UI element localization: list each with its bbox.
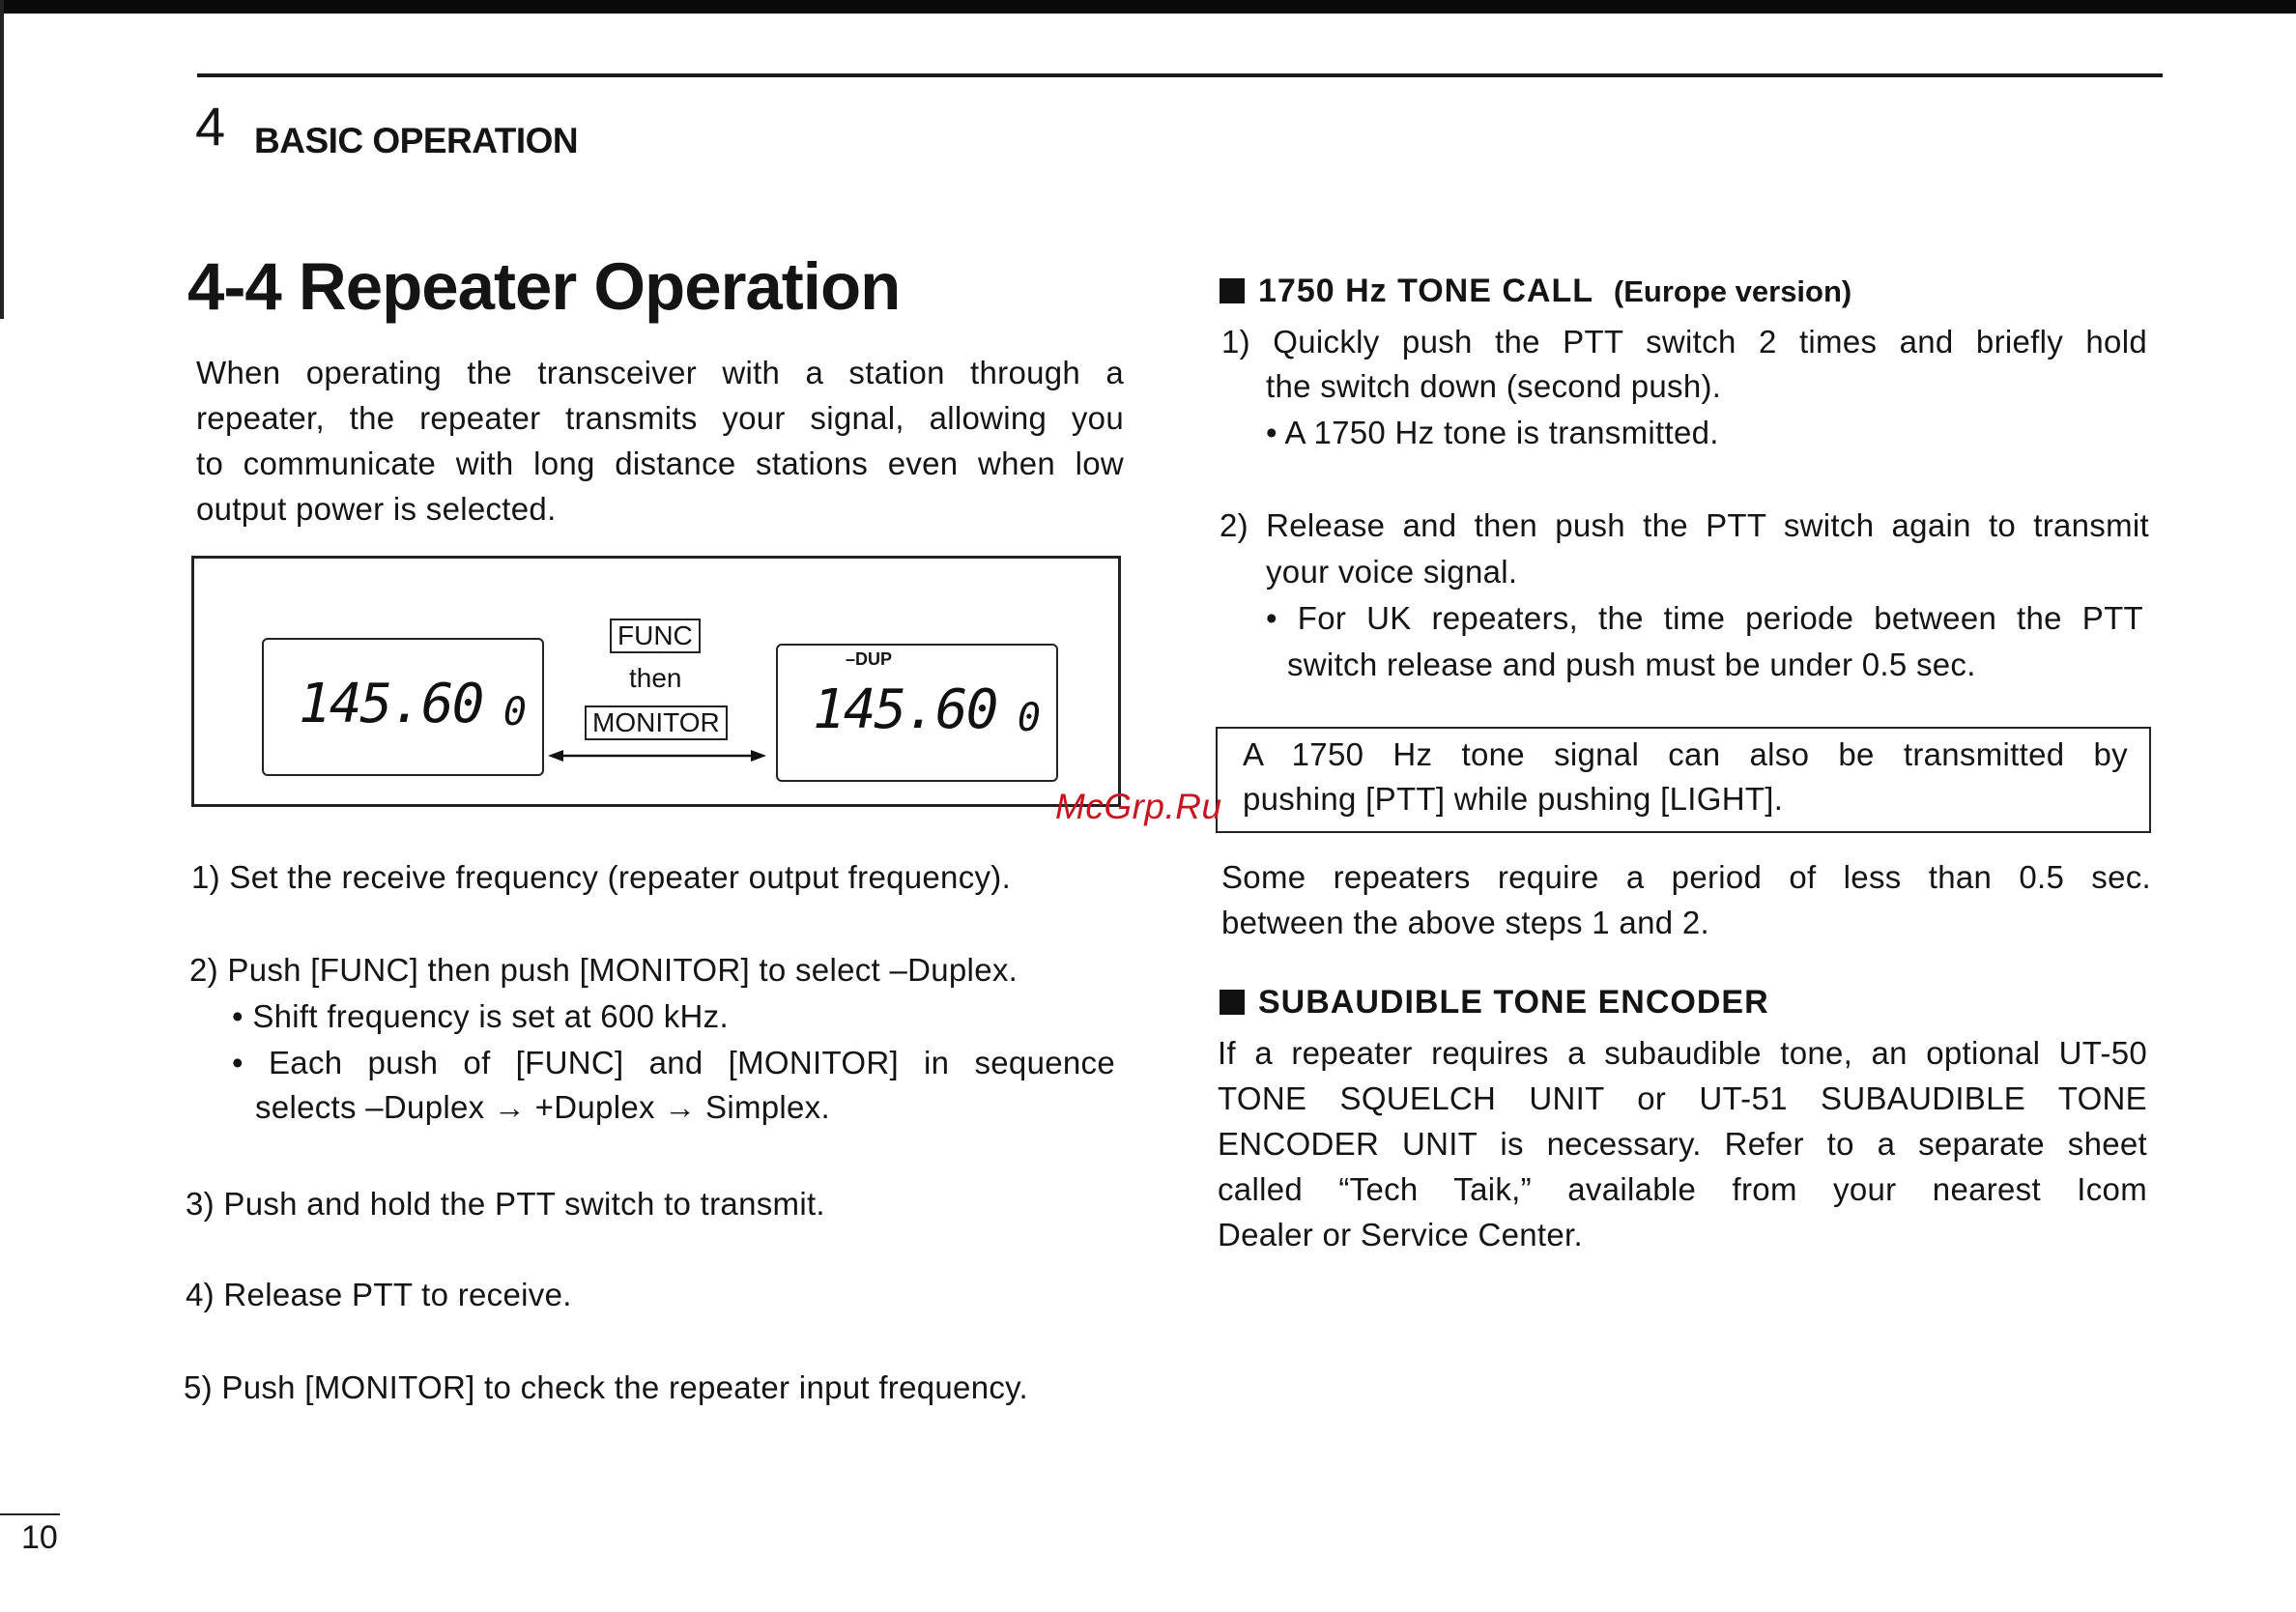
step-2: 2) Push [FUNC] then push [MONITOR] to select –Duplex. [189,952,1019,988]
step-2-bullet-2-cont: selects –Duplex → +Duplex → Simplex. [255,1089,830,1125]
note-line: A 1750 Hz tone signal can also be transmitted by [1243,736,2128,772]
tone-step-1-bullet: • A 1750 Hz tone is transmitted. [1266,415,1719,450]
intro-line: to communicate with long distance stations even when low [196,446,1124,481]
step-5: 5) Push [MONITOR] to check the repeater input frequency. [184,1369,1028,1405]
subaudible-heading [1220,984,1769,1022]
top-border [0,0,2296,14]
intro-line: repeater, the repeater transmits your signal, allowing you [196,400,1124,436]
lcd-display-simplex [262,638,544,776]
then-label: then [629,663,682,693]
repeater-timing-note [1221,854,2151,945]
subaudible-title: SUBAUDIBLE TONE ENCODER [1258,984,1769,1021]
subaudible-line: ENCODER UNIT is necessary. Refer to a separate sheet [1218,1126,2147,1162]
tone-call-heading [1220,273,1851,310]
intro-paragraph [196,350,1124,532]
lcd-frequency: 145.60 [813,678,997,741]
note-box [1216,727,2151,833]
double-arrow-icon [548,746,766,765]
chapter-number: 4 [195,96,226,157]
intro-line: When operating the transceiver with a station through a [196,355,1124,390]
step-1: 1) Set the receive frequency (repeater output frequency). [191,859,1012,895]
lcd-channel: 0 [1017,696,1041,740]
lcd-display-duplex [776,644,1058,782]
timing-line: between the above steps 1 and 2. [1221,905,1709,940]
watermark: McGrp.Ru [1055,787,1222,826]
tone-step-2-line: 2) Release and then push the PTT switch again to transmit [1220,507,2149,543]
step-2-bullet-2: • Each push of [FUNC] and [MONITOR] in sequence [232,1045,1115,1080]
tone-step-1-cont: the switch down (second push). [1266,368,1722,404]
subaudible-line: called “Tech Taik,” available from your nearest Icom [1218,1171,2147,1207]
subaudible-line: If a repeater requires a subaudible tone, an optional UT-50 [1218,1035,2147,1071]
tone-step-1-line: 1) Quickly push the PTT switch 2 times and briefly hold [1221,324,2147,360]
tone-step-2-bullet-cont: switch release and push must be under 0.5 sec. [1287,647,1976,682]
step-3: 3) Push and hold the PTT switch to transmit. [186,1186,825,1222]
page-number: 10 [21,1519,58,1556]
lcd-channel: 0 [502,690,527,734]
section-title: 4-4 Repeater Operation [187,249,901,324]
step-2-bullet-1: • Shift frequency is set at 600 kHz. [232,998,729,1034]
lcd-frequency: 145.60 [299,673,483,735]
header-rule [197,73,2163,77]
note-line: pushing [PTT] while pushing [LIGHT]. [1243,781,1784,817]
tone-step-2-cont: your voice signal. [1266,554,1518,590]
monitor-key-label: MONITOR [585,705,728,740]
note-text [1243,729,2128,821]
intro-line: output power is selected. [196,491,557,527]
page-number-rule [0,1513,60,1515]
tone-step-2-bullet: • For UK repeaters, the time periode between the PTT [1266,600,2143,636]
duplex-diagram [191,556,1121,807]
tone-step-1 [1221,319,2147,364]
tone-call-version: (Europe version) [1613,274,1852,308]
step-4: 4) Release PTT to receive. [186,1277,572,1312]
func-key-label: FUNC [610,619,701,653]
chapter-title: BASIC OPERATION [254,121,579,160]
subaudible-line: TONE SQUELCH UNIT or UT-51 SUBAUDIBLE TONE [1218,1080,2147,1116]
square-bullet-icon [1220,990,1245,1015]
timing-line: Some repeaters require a period of less than 0.5 sec. [1221,859,2151,895]
tone-call-title: 1750 Hz TONE CALL [1258,273,1594,309]
subaudible-paragraph [1218,1030,2147,1257]
square-bullet-icon [1220,278,1245,303]
tone-step-2 [1220,503,2149,548]
subaudible-line: Dealer or Service Center. [1218,1217,1583,1252]
left-edge-shadow [0,0,4,319]
dup-indicator: –DUP [846,649,893,669]
